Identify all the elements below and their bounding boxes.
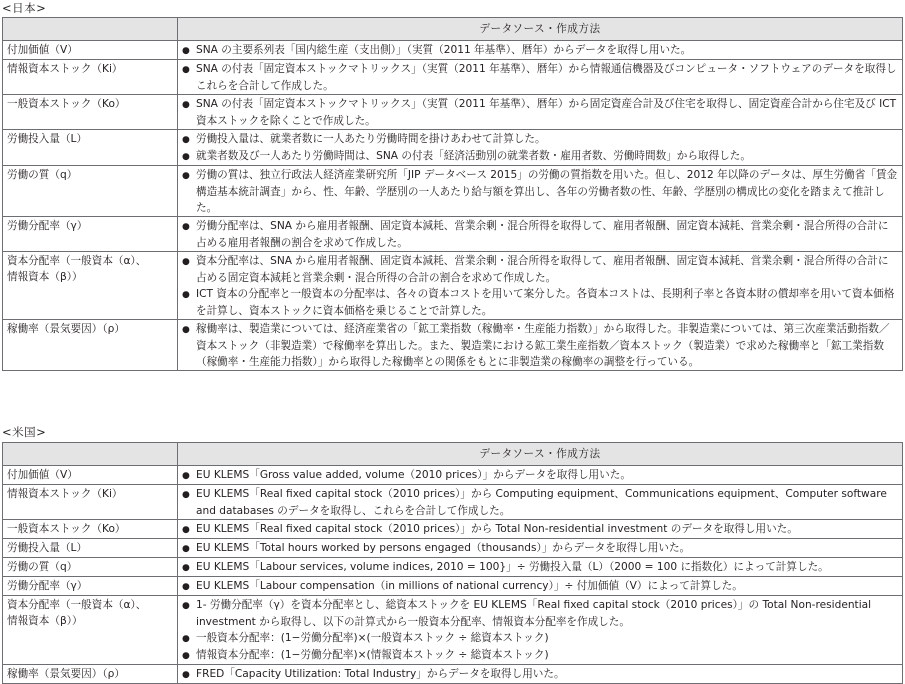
item-name-cell xyxy=(3,466,178,485)
bullet-text: ● SNA の付表「固定資本ストックマトリックス」（実質（2011 年基準）、暦年）から情報通信機器及びコンピュータ・ソフトウェアのデータを取得しこれらを合計して作成した。 xyxy=(182,61,898,94)
bullet-text: ● 稼働率は、製造業については、経済産業省の「鉱工業指数（稼働率・生産能力指数）」から取得した。非製造業については、第三次産業活動指数／資本ストック（非製造業）で稼働率を算出した。また、製造業における鉱工業生産指数／資本ストック（製造業）で求めた稼働率と「鉱工業指数（稼働率・生産能力指数）」から取得した稼働率との関係をもとに非製造業の稼働率の調整を行っている。 xyxy=(182,321,898,370)
bullet-text: ● ICT 資本の分配率と一般資本の分配率は、各々の資本コストを用いて案分した。各資本コストは、長期利子率と各資本財の償却率を用いて資本価格を計算し、資本ストックに資本価格を乗じることで計算した。 xyxy=(182,286,898,319)
data-source-cell xyxy=(178,130,903,166)
bullet-text: ● EU KLEMS「Real fixed capital stock（2010 prices）」から Total Non-residential investment のデータを取得し用いた。 xyxy=(182,521,898,538)
table-row xyxy=(3,217,903,252)
data-source-cell xyxy=(178,520,903,539)
item-name: 労働分配率（γ） xyxy=(7,580,88,592)
table-row xyxy=(3,520,903,539)
bullet-text: ● SNA の主要系列表「国内総生産（支出側）」（実質（2011 年基準）、暦年）からデータを取得し用いた。 xyxy=(182,42,898,59)
table-header-row xyxy=(3,443,903,466)
table-row xyxy=(3,130,903,166)
table-row xyxy=(3,166,903,217)
bullet-text: ● 1- 労働分配率（γ）を資本分配率とし、総資本ストックを EU KLEMS「Real fixed capital stock（2010 prices）」の Total Non-residential investment から取得し、以下の計算式から一般資本分配率、情報資本分配率を作成した。 xyxy=(182,597,898,630)
item-name-cell xyxy=(3,558,178,577)
data-source-cell xyxy=(178,41,903,60)
item-name-cell xyxy=(3,665,178,684)
bullet-text: ● FRED「Capacity Utilization: Total Industry」からデータを取得し用いた。 xyxy=(182,666,898,683)
item-header-cell xyxy=(3,18,178,41)
item-name-cell xyxy=(3,166,178,217)
table-row xyxy=(3,466,903,485)
item-name: 付加価値（V） xyxy=(7,44,78,56)
japan-data-source-table xyxy=(2,17,903,371)
data-source-cell xyxy=(178,577,903,596)
item-name: 資本分配率（一般資本（α）、 xyxy=(7,255,147,267)
data-source-cell xyxy=(178,665,903,684)
table-row xyxy=(3,252,903,320)
data-source-cell xyxy=(178,485,903,520)
table-row xyxy=(3,665,903,684)
table-row xyxy=(3,60,903,95)
data-source-cell xyxy=(178,95,903,130)
item-name-cell xyxy=(3,60,178,95)
item-name: 一般資本ストック（Ko） xyxy=(7,523,126,535)
data-source-cell xyxy=(178,320,903,371)
item-name: 労働の質（q） xyxy=(7,169,78,181)
bullet-text: ● 一般資本分配率：(1−労働分配率)×(一般資本ストック ÷ 総資本ストック) xyxy=(182,630,898,647)
bullet-text: ● EU KLEMS「Labour services, volume indices, 2010 = 100}」÷ 労働投入量（L）（2000 = 100 に指数化）によって計算した。 xyxy=(182,559,898,576)
table-row xyxy=(3,596,903,665)
item-name: 労働投入量（L） xyxy=(7,542,88,554)
table-row xyxy=(3,539,903,558)
table-row xyxy=(3,577,903,596)
bullet-text: ● 労働の質は、独立行政法人経済産業研究所「JIP データベース 2015」の労働の質指数を用いた。但し、2012 年以降のデータは、厚生労働省「賃金構造基本統計調査」から、性、年齢、学歴別の一人あたり給与額を算出し、各年の労働者数の性、年齢、学歴別の構成比の変化を踏まえて推計した。 xyxy=(182,167,898,216)
item-name-cell xyxy=(3,41,178,60)
data-source-cell xyxy=(178,166,903,217)
item-name: 情報資本ストック（Ki） xyxy=(7,63,123,75)
table-row xyxy=(3,558,903,577)
table-row xyxy=(3,320,903,371)
item-name: 一般資本ストック（Ko） xyxy=(7,98,126,110)
item-name: 付加価値（V） xyxy=(7,469,78,481)
table-row xyxy=(3,485,903,520)
data-source-cell xyxy=(178,558,903,577)
item-name-cell xyxy=(3,217,178,252)
data-source-header: データソース・作成方法 xyxy=(178,18,903,41)
data-source-cell xyxy=(178,466,903,485)
item-name-cell xyxy=(3,252,178,320)
item-name-cell xyxy=(3,485,178,520)
item-name: 情報資本ストック（Ki） xyxy=(7,488,123,500)
bullet-text: ● 情報資本分配率：(1−労働分配率)×(情報資本ストック ÷ 総資本ストック) xyxy=(182,647,898,664)
item-name: 資本分配率（一般資本（α）、 xyxy=(7,599,147,611)
data-source-cell xyxy=(178,539,903,558)
item-name: 労働の質（q） xyxy=(7,561,78,573)
japan-section-title: <日本> xyxy=(2,1,47,15)
item-name: 稼働率（景気要因）（ρ） xyxy=(7,323,125,335)
item-name-cell xyxy=(3,577,178,596)
us-section-title: <米国> xyxy=(2,425,47,439)
bullet-text: ● SNA の付表「固定資本ストックマトリックス」（実質（2011 年基準）、暦年）から固定資産合計及び住宅を取得し、固定資産合計から住宅及び ICT 資本ストックを除くことで作成した。 xyxy=(182,96,898,129)
item-name: 稼働率（景気要因）（ρ） xyxy=(7,668,125,680)
bullet-text: ● EU KLEMS「Total hours worked by persons engaged（thousands）」からデータを取得し用いた。 xyxy=(182,540,898,557)
bullet-text: ● 資本分配率は、SNA から雇用者報酬、固定資本減耗、営業余剰・混合所得を取得して、雇用者報酬、固定資本減耗、営業余剰・混合所得の合計に占める固定資本減耗と営業余剰・混合所得の合計の割合を求めて作成した。 xyxy=(182,253,898,286)
data-source-header: データソース・作成方法 xyxy=(178,443,903,466)
bullet-text: ● 労働投入量は、就業者数に一人あたり労働時間を掛けあわせて計算した。 xyxy=(182,131,898,148)
data-source-cell xyxy=(178,60,903,95)
us-data-source-table xyxy=(2,442,903,684)
table-row xyxy=(3,41,903,60)
item-name: 情報資本（β）） xyxy=(7,271,83,283)
item-name: 情報資本（β）） xyxy=(7,615,83,627)
bullet-text: ● 労働分配率は、SNA から雇用者報酬、固定資本減耗、営業余剰・混合所得を取得して、雇用者報酬、固定資本減耗、営業余剰・混合所得の合計に占める雇用者報酬の割合を求めて作成した。 xyxy=(182,218,898,251)
item-name-cell xyxy=(3,520,178,539)
bullet-text: ● EU KLEMS「Real fixed capital stock（2010 prices）」から Computing equipment、Communications equipment、Computer software and databases のデータを取得し、これらを合計して作成した。 xyxy=(182,486,898,519)
data-source-cell xyxy=(178,252,903,320)
item-name: 労働投入量（L） xyxy=(7,133,88,145)
item-name-cell xyxy=(3,320,178,371)
data-source-cell xyxy=(178,596,903,665)
table-row xyxy=(3,95,903,130)
bullet-text: ● 就業者数及び一人あたり労働時間は、SNA の付表「経済活動別の就業者数・雇用者数、労働時間数」から取得した。 xyxy=(182,148,898,165)
item-name-cell xyxy=(3,130,178,166)
item-name: 労働分配率（γ） xyxy=(7,220,88,232)
item-name-cell xyxy=(3,596,178,665)
item-name-cell xyxy=(3,539,178,558)
data-source-cell xyxy=(178,217,903,252)
bullet-text: ● EU KLEMS「Labour compensation（in millions of national currency）」÷ 付加価値（V）によって計算した。 xyxy=(182,578,898,595)
table-header-row xyxy=(3,18,903,41)
item-header-cell xyxy=(3,443,178,466)
item-name-cell xyxy=(3,95,178,130)
bullet-text: ● EU KLEMS「Gross value added, volume（2010 prices）」からデータを取得し用いた。 xyxy=(182,467,898,484)
